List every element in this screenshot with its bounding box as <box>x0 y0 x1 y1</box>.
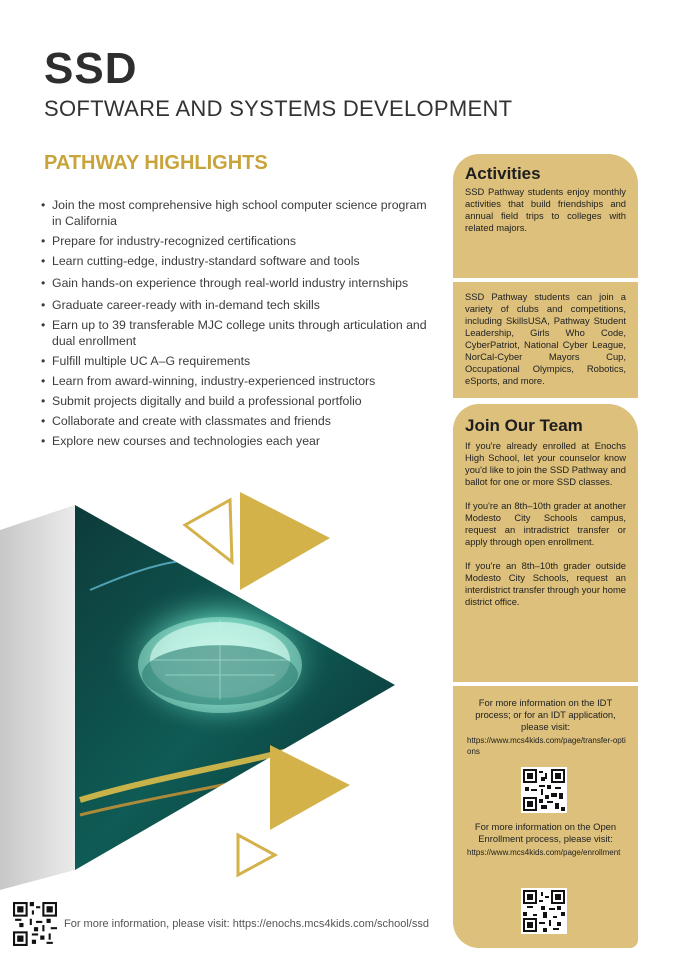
idt-text: For more information on the IDT process; or for an IDT application, please visit: <box>475 697 616 732</box>
activities-text: SSD Pathway students enjoy monthly activities that build friendships and annual field trips to colleges with related majors. <box>465 186 626 233</box>
footer-link-text[interactable]: For more information, please visit: https://enochs.mcs4kids.com/school/ssd <box>64 918 429 930</box>
qr-code-icon[interactable] <box>521 888 567 934</box>
clubs-panel <box>453 282 638 398</box>
page-title: SSD <box>44 44 138 93</box>
join-text-enrolled: If you're already enrolled at Enochs High School, let your counselor know you'd like to join the SSD Pathway and ballot for one or more SSD classes. <box>465 440 626 487</box>
list-item: • Join the most comprehensive high school computer science program in California <box>38 197 438 229</box>
highlights-list <box>38 197 438 453</box>
list-item: • Explore new courses and technologies each year <box>38 433 438 449</box>
idt-url[interactable]: https://www.mcs4kids.com/page/transfer-options <box>467 736 626 756</box>
list-item: • Gain hands-on experience through real-world industry internships <box>38 273 438 293</box>
clubs-text: SSD Pathway students can join a variety of clubs and competitions, including SkillsUSA, Pathway Student Leadership, Girls Who Code, CyberPatriot, National Cyber League, NorCal-Cyber Mayors Cup, Occupational Olympics, Robotics, eSports, and more. <box>465 291 626 386</box>
list-item: • Learn from award-winning, industry-experienced instructors <box>38 373 438 389</box>
highlights-heading: PATHWAY HIGHLIGHTS <box>44 152 268 174</box>
activities-heading: Activities <box>465 164 541 183</box>
list-item: • Learn cutting-edge, industry-standard software and tools <box>38 253 438 269</box>
list-item: • Earn up to 39 transferable MJC college units through articulation and dual enrollment <box>38 317 438 349</box>
open-enrollment-text: For more information on the Open Enrollment process, please visit: <box>474 821 617 844</box>
join-text-interdistrict: If you're an 8th–10th grader outside Modesto City Schools, request an interdistrict transfer through your home district office. <box>465 560 627 607</box>
list-item: • Prepare for industry-recognized certifications <box>38 233 438 249</box>
page-subtitle: SOFTWARE AND SYSTEMS DEVELOPMENT <box>44 96 513 121</box>
join-heading: Join Our Team <box>465 416 583 435</box>
circuit-chip-image <box>0 470 440 890</box>
list-item: • Submit projects digitally and build a professional portfolio <box>38 393 438 409</box>
open-enrollment-url[interactable]: https://www.mcs4kids.com/page/enrollment <box>467 848 621 857</box>
list-item: • Collaborate and create with classmates and friends <box>38 413 438 429</box>
qr-code-icon[interactable] <box>13 902 57 946</box>
activities-panel <box>453 154 638 278</box>
list-item: • Fulfill multiple UC A–G requirements <box>38 353 438 369</box>
join-text-intradistrict: If you're an 8th–10th grader at another Modesto City Schools campus, request an intradistrict transfer or apply through open enrollment. <box>465 500 626 547</box>
list-item: • Graduate career-ready with in-demand tech skills <box>38 297 438 313</box>
qr-code-icon[interactable] <box>521 767 567 813</box>
join-panel <box>453 404 638 682</box>
